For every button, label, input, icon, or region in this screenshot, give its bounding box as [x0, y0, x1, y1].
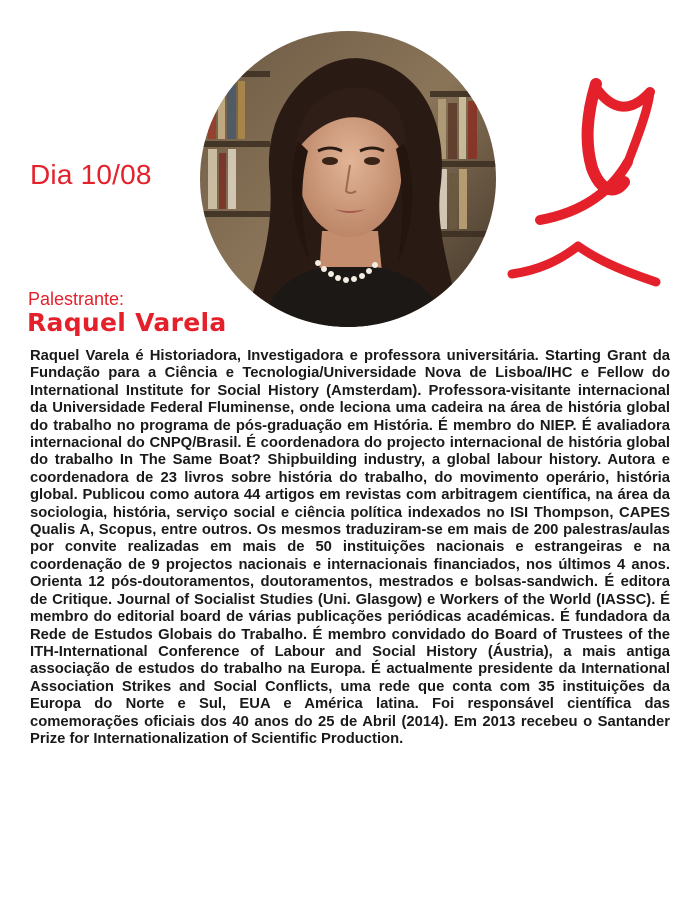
- speaker-name: Raquel Varela: [27, 308, 227, 337]
- red-brush-stroke-decoration: [500, 70, 670, 300]
- speaker-portrait-photo: [200, 31, 496, 327]
- speaker-label: Palestrante:: [28, 289, 125, 309]
- speaker-bio: Raquel Varela é Historiadora, Investigadora e professora universitária. Starting Grant da Fundação para a Ciência e Tecnologia/Universidade Nova de Lisboa/IHC e Fellow do International Institute for Social History (Amsterdam). Professora-visitante internacional da Universidade Federal Fluminense, onde leciona uma cadeira na área de história global do trabalho no programa de pós-graduação em História. É membro do NIEP. É avaliadora internacional do CNPQ/Brasil. É coordenadora do projecto internacional de história global do trabalho In The Same Boat? Shipbuilding industry, a global labour history. Autora e coordenadora de 23 livros sobre história do trabalho, do movimento operário, história global. Publicou como autora 44 artigos em revistas com arbitragem científica, na área da sociologia, história, serviço social e ciência política indexados no ISI Thompson, CAPES Qualis A, Scopus, entre outros. Os mesmos traduziram-se em mais de 200 palestras/aulas por convite realizadas em mais de 50 instituições nacionais e estrangeiras e na coordenação de 9 projectos nacionais e internacionais financiados, nos últimos 4 anos. Orienta 12 pós-doutoramentos, doutoramentos, mestrados e bolsas-sandwich. É editora de Critique. Journal of Socialist Studies (Uni. Glasgow) e Workers of the World (IASSC). É membro do editorial board de várias publicações periódicas académicas. É fundadora da Rede de Estudos Globais do Trabalho. É membro convidado do Board of Trustees of the ITH-International Conference of Labour and Social History (Áustria), a mais antiga associação de estudos do trabalho na Europa. É actualmente presidente da International Association Strikes and Social Conflicts, uma rede que conta com 35 instituições da Europa do Norte e Sul, EUA e América latina. Foi responsável científica das comemorações oficiais dos 40 anos do 25 de Abril (2014). Em 2013 recebeu o Santander Prize for Internationalization of Scientific Production.: [30, 348, 670, 747]
- event-date: Dia 10/08: [30, 159, 152, 190]
